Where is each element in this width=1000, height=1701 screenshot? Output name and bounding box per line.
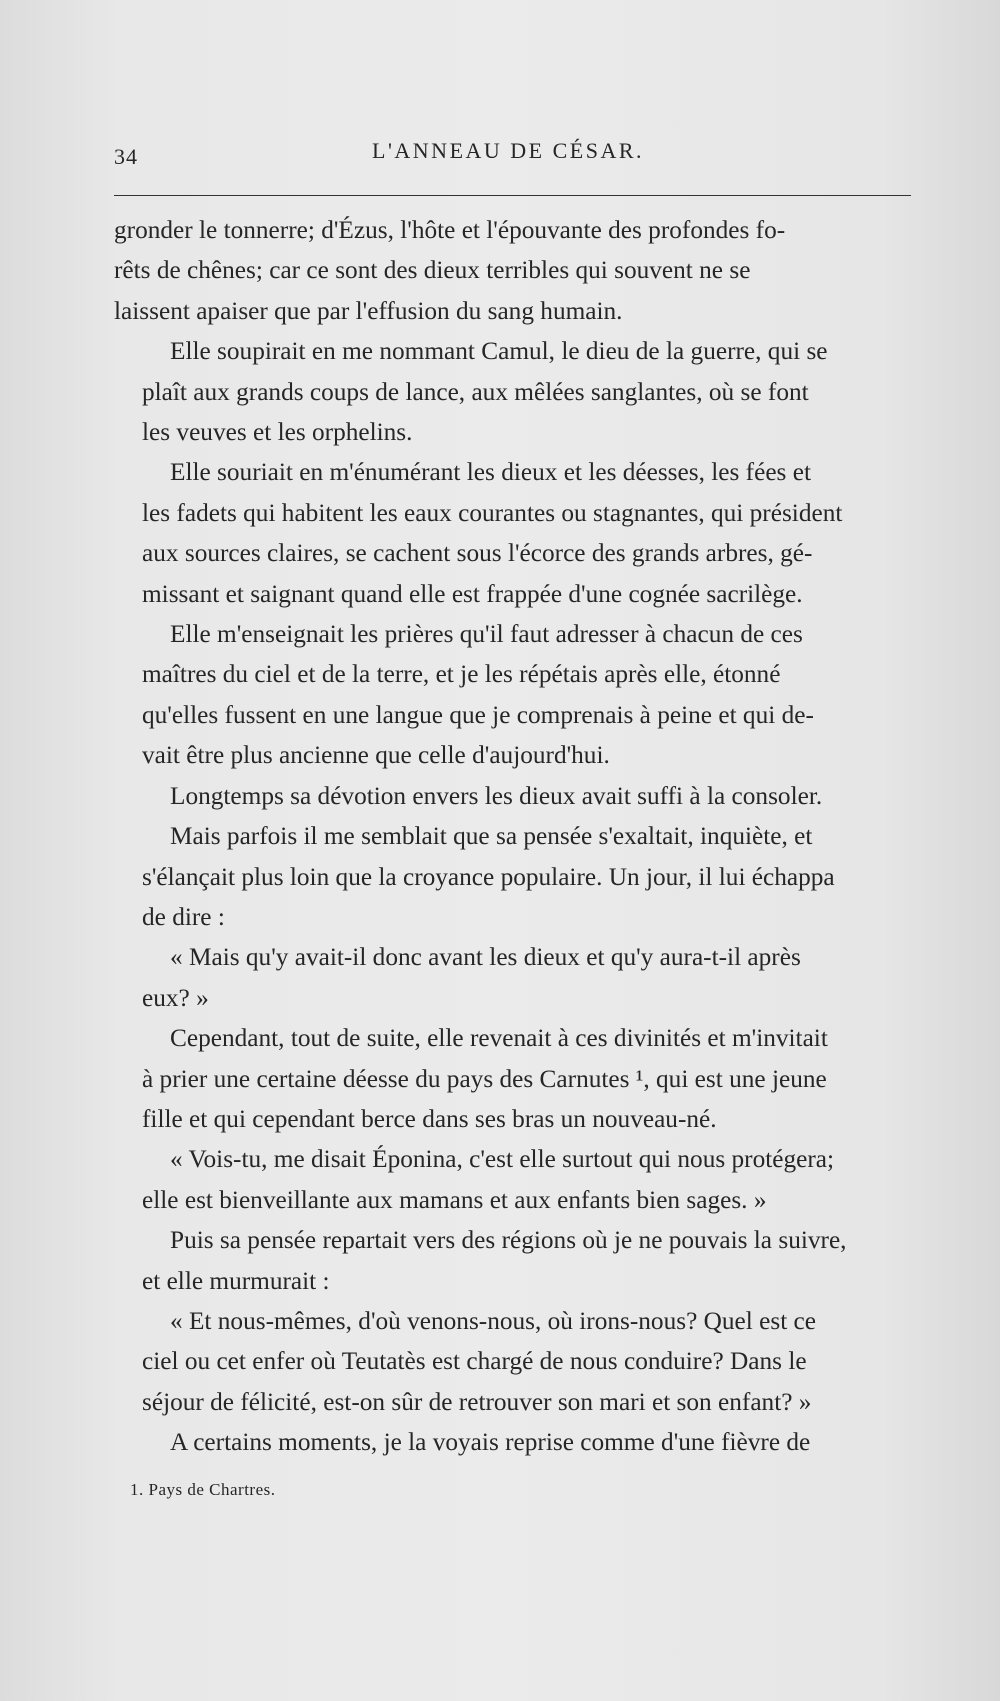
text-line: s'élançait plus loin que la croyance populaire. Un jour, il lui échappa [142,862,835,891]
text-line: plaît aux grands coups de lance, aux mêlées sanglantes, où se font [142,377,809,406]
text-line: missant et saignant quand elle est frappée d'une cognée sacrilège. [142,579,803,608]
header-rule [114,195,911,196]
text-line: Cependant, tout de suite, elle revenait à ces divinités et m'invitait [170,1024,828,1053]
paragraph [114,331,914,452]
paragraph [114,1139,914,1220]
text-line: Elle soupirait en me nommant Camul, le dieu de la guerre, qui se [170,337,828,366]
text-line: les veuves et les orphelins. [142,418,413,447]
text-line: Longtemps sa dévotion envers les dieux avait suffi à la consoler. [170,781,823,810]
paragraph [114,452,914,614]
text-line: séjour de félicité, est-on sûr de retrouver son mari et son enfant? » [142,1387,812,1416]
running-head [114,138,914,172]
paragraph [114,937,914,1018]
paragraph [114,1018,914,1139]
paragraph [114,1422,914,1462]
paragraph [114,210,914,331]
text-line: Puis sa pensée repartait vers des régions où je ne pouvais la suivre, [170,1226,847,1255]
text-line: et elle murmurait : [142,1266,330,1295]
paragraph [114,776,914,816]
page-number: 34 [114,144,138,169]
text-line: « Et nous-mêmes, d'où venons-nous, où irons-nous? Quel est ce [170,1306,817,1335]
text-line: de dire : [142,902,225,931]
footnote: 1. Pays de Chartres. [130,1480,276,1499]
text-line: A certains moments, je la voyais reprise comme d'une fièvre de [170,1428,811,1457]
body-text [114,210,914,1463]
text-line: elle est bienveillante aux mamans et aux enfants bien sages. » [142,1185,767,1214]
paragraph [114,614,914,776]
text-line: les fadets qui habitent les eaux courantes ou stagnantes, qui président [142,498,843,527]
text-line: rêts de chênes; car ce sont des dieux terribles qui souvent ne se [114,256,751,285]
text-line: maîtres du ciel et de la terre, et je les répétais après elle, étonné [142,660,781,689]
text-line: vait être plus ancienne que celle d'aujourd'hui. [142,741,610,770]
text-line: aux sources claires, se cachent sous l'écorce des grands arbres, gé- [142,539,813,568]
text-line: laissent apaiser que par l'effusion du sang humain. [114,296,623,325]
text-line: fille et qui cependant berce dans ses bras un nouveau-né. [142,1104,717,1133]
text-line: qu'elles fussent en une langue que je comprenais à peine et qui de- [142,700,814,729]
running-title: L'ANNEAU DE CÉSAR. [372,138,645,163]
text-line: à prier une certaine déesse du pays des Carnutes ¹, qui est une jeune [142,1064,827,1093]
paragraph [114,816,914,937]
text-line: ciel ou cet enfer où Teutatès est chargé de nous conduire? Dans le [142,1347,807,1376]
paragraph [114,1301,914,1422]
text-line: Elle m'enseignait les prières qu'il faut adresser à chacun de ces [170,620,803,649]
text-line: gronder le tonnerre; d'Ézus, l'hôte et l'épouvante des profondes fo- [114,216,786,244]
text-line: eux? » [142,983,209,1012]
text-line: « Vois-tu, me disait Éponina, c'est elle surtout qui nous protégera; [170,1145,835,1174]
text-line: « Mais qu'y avait-il donc avant les dieux et qu'y aura-t-il après [170,943,801,972]
paragraph [114,1220,914,1301]
text-line: Elle souriait en m'énumérant les dieux et les déesses, les fées et [170,458,811,487]
text-line: Mais parfois il me semblait que sa pensée s'exaltait, inquiète, et [170,822,813,851]
